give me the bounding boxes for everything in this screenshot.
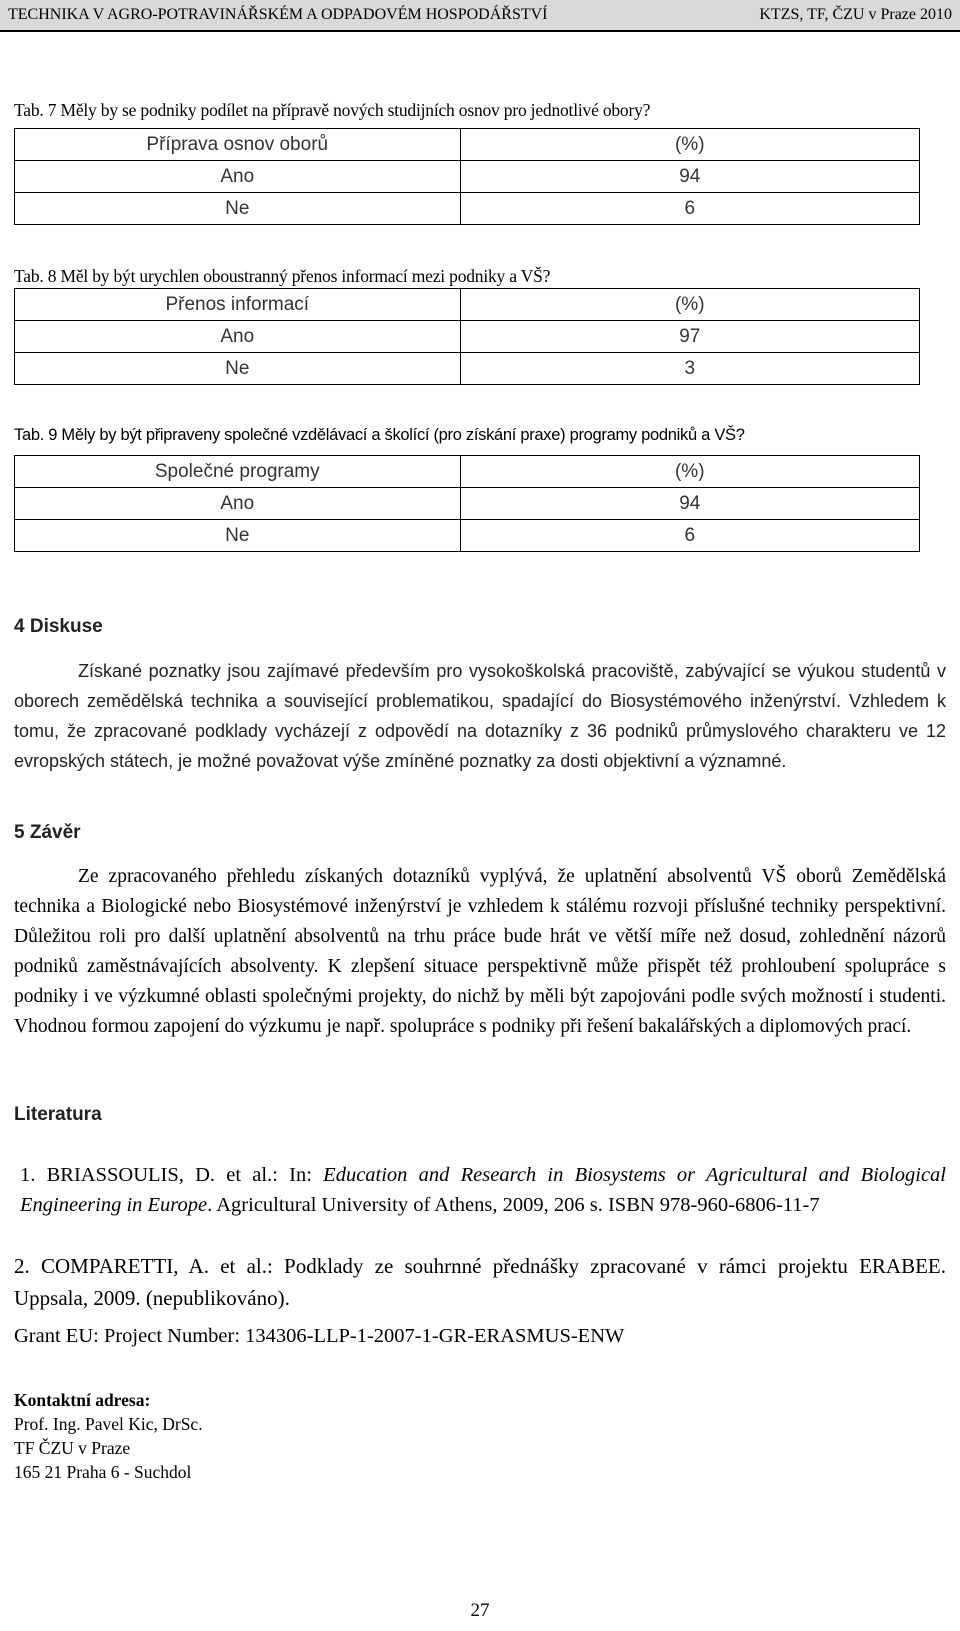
table-row: [15, 488, 920, 520]
table-header-cell: Společné programy: [15, 456, 461, 488]
table-cell: Ano: [15, 488, 461, 520]
zaver-text: Ze zpracovaného přehledu získaných dotazníků vyplývá, že uplatnění absolventů VŠ oborů Zemědělská technika a Biologické nebo Biosystémové inženýrství je vzhledem k stálému rozvoji příslušné techniky perspektivní. Důležitou roli pro další uplatnění absolventů na trhu práce bude hrát ve větší míře než dosud, zohlednění názorů podniků zaměstnávajících absolventy. K zlepšení situace perspektivně může přispět též prohloubení spolupráce s podniky i ve výzkumné oblasti společnými projekty, do nichž by měli být zapojováni podle svých možností i studenti. Vhodnou formou zapojení do výzkumu je např. spolupráce s podniky při řešení bakalářských a diplomových prací.: [14, 866, 946, 1037]
section-heading-literatura: Literatura: [14, 1104, 102, 1125]
table-header-row: [15, 456, 920, 488]
header-journal-title: TECHNIKA V AGRO-POTRAVINÁŘSKÉM A ODPADOVÉM HOSPODÁŘSTVÍ: [8, 6, 548, 23]
running-header: [0, 0, 960, 32]
table-header-cell: (%): [460, 289, 919, 321]
table-cell: Ne: [15, 193, 461, 225]
table-8-caption: Tab. 8 Měl by být urychlen oboustranný přenos informací mezi podniky a VŠ?: [14, 266, 551, 286]
reference-2: 2. COMPARETTI, A. et al.: Podklady ze souhrnné přednášky zpracované v rámci projektu ERABEE. Uppsala, 2009. (nepublikováno).: [14, 1254, 946, 1310]
table-9: [14, 455, 920, 552]
contact-block: [14, 1388, 203, 1484]
table-7-caption: Tab. 7 Měly by se podniky podílet na přípravě nových studijních osnov pro jednotlivé obory?: [14, 100, 651, 120]
table-row: [15, 161, 920, 193]
contact-line: TF ČZU v Praze: [14, 1438, 131, 1458]
table-header-cell: Přenos informací: [15, 289, 461, 321]
table-cell: Ano: [15, 321, 461, 353]
contact-line: 165 21 Praha 6 - Suchdol: [14, 1462, 192, 1482]
table-header-row: [15, 289, 920, 321]
contact-title: Kontaktní adresa:: [14, 1390, 151, 1410]
reference-1-tail: . Agricultural University of Athens, 2009, 206 s. ISBN 978-960-6806-11-7: [207, 1194, 820, 1216]
contact-line: Prof. Ing. Pavel Kic, DrSc.: [14, 1414, 203, 1434]
table-row: [15, 193, 920, 225]
table-cell: Ano: [15, 161, 461, 193]
section-heading-diskuse: 4 Diskuse: [14, 616, 103, 637]
page-number: 27: [470, 1600, 490, 1621]
reference-1-title: Education and Research in Biosystems or Agricultural and Biological Engineering in Europe: [20, 1164, 946, 1216]
table-cell: 6: [460, 193, 919, 225]
reference-1: [20, 1160, 946, 1220]
table-header-cell: (%): [460, 456, 919, 488]
section-heading-zaver: 5 Závěr: [14, 822, 81, 843]
table-cell: 6: [460, 520, 919, 552]
table-header-cell: (%): [460, 129, 919, 161]
table-8: [14, 288, 920, 385]
table-cell: 94: [460, 488, 919, 520]
table-cell: 94: [460, 161, 919, 193]
table-header-row: [15, 129, 920, 161]
reference-1-lead: 1. BRIASSOULIS, D. et al.: In:: [20, 1164, 324, 1186]
table-cell: 97: [460, 321, 919, 353]
table-header-cell: Příprava osnov oborů: [15, 129, 461, 161]
header-institution: KTZS, TF, ČZU v Praze 2010: [759, 6, 952, 23]
grant-info: Grant EU: Project Number: 134306-LLP-1-2007-1-GR-ERASMUS-ENW: [14, 1325, 625, 1347]
zaver-paragraph: [14, 862, 946, 1042]
table-row: [15, 321, 920, 353]
diskuse-text: Získané poznatky jsou zajímavé především pro vysokoškolská pracoviště, zabývající se výukou studentů v oborech zemědělská technika a související problematikou, spadající do Biosystémového inženýrství. Vzhledem k tomu, že zpracované podklady vycházejí z odpovědí na dotazníky z 36 podniků průmyslového charakteru ve 12 evropských státech, je možné považovat výše zmíněné poznatky za dosti objektivní a významné.: [14, 661, 946, 771]
table-cell: Ne: [15, 520, 461, 552]
diskuse-paragraph: [14, 656, 946, 776]
table-9-caption: Tab. 9 Měly by být připraveny společné vzdělávací a školící (pro získání praxe) programy podniků a VŠ?: [14, 426, 745, 444]
table-row: [15, 353, 920, 385]
table-7: [14, 128, 920, 225]
table-cell: 3: [460, 353, 919, 385]
table-row: [15, 520, 920, 552]
table-cell: Ne: [15, 353, 461, 385]
